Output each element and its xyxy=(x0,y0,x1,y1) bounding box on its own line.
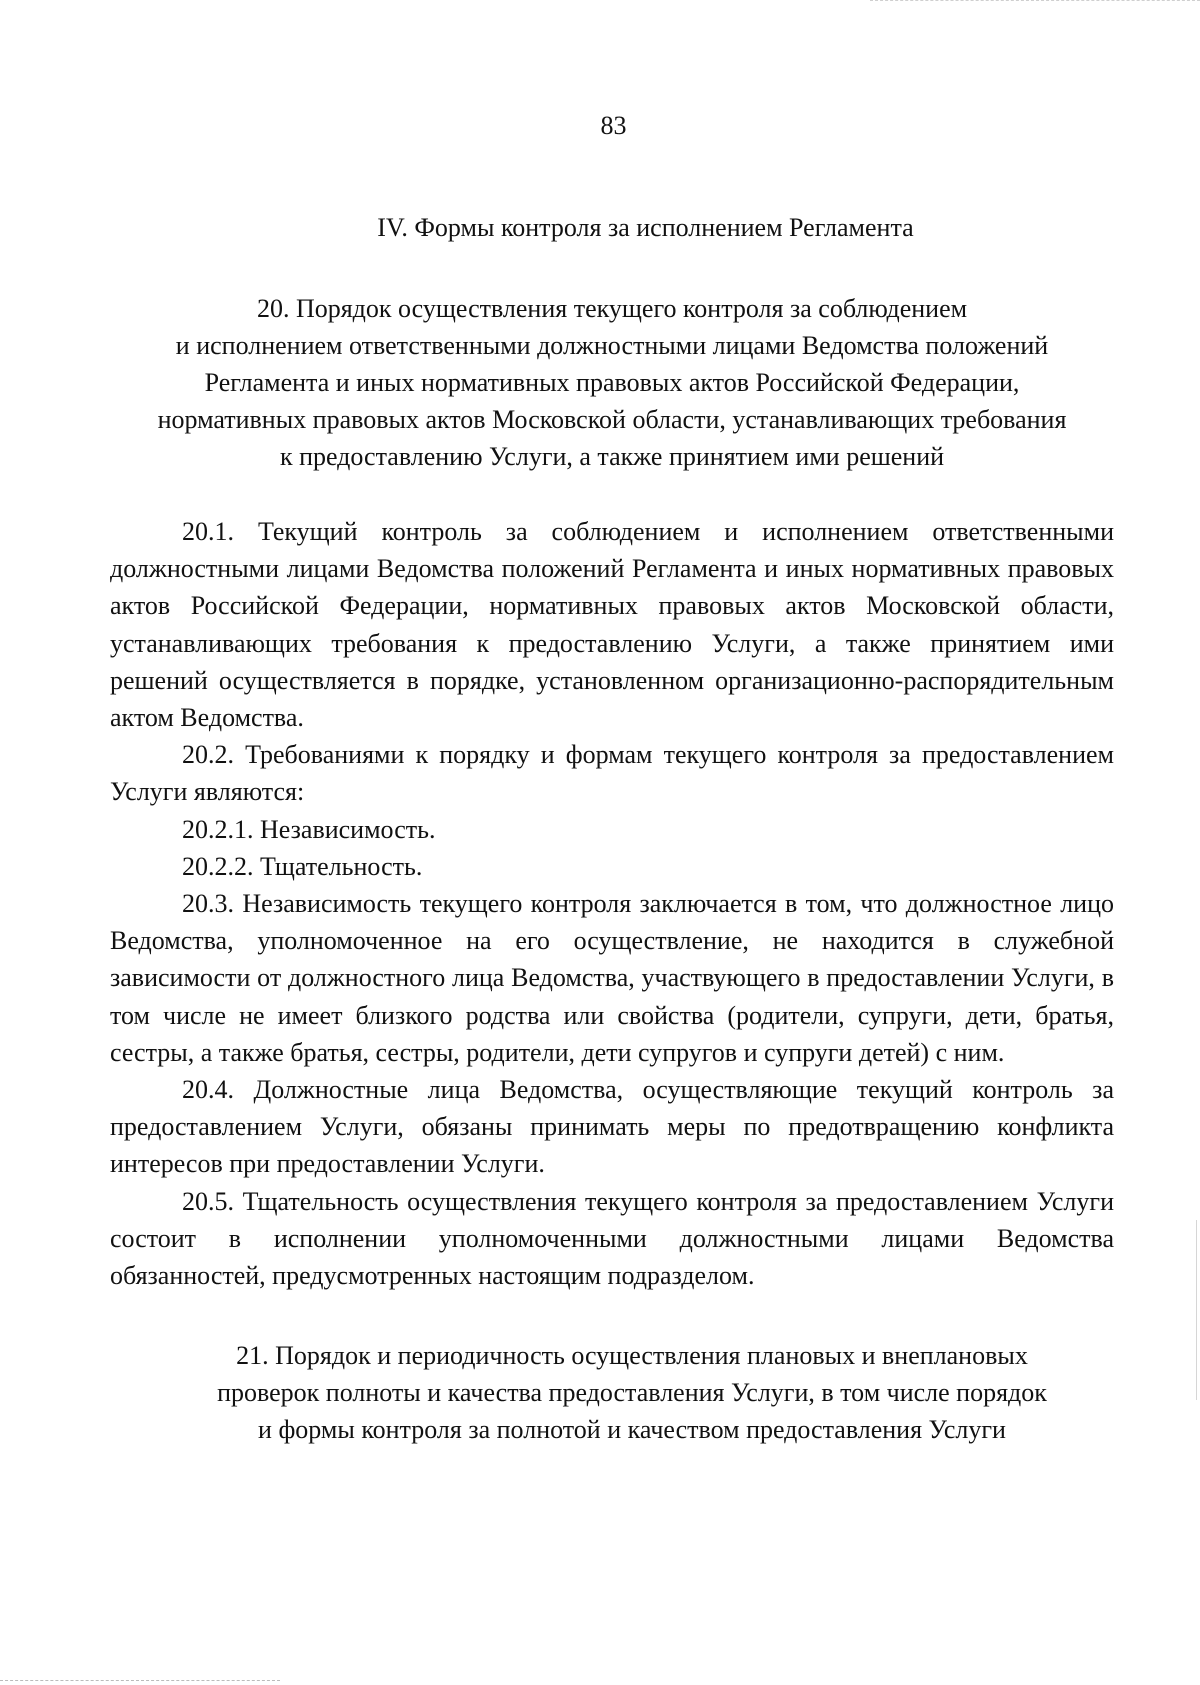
heading-line: и формы контроля за полнотой и качеством предоставления Услуги xyxy=(258,1415,1006,1444)
paragraph-20-3: 20.3. Независимость текущего контроля заключается в том, что должностное лицо Ведомства, уполномоченное на его осуществление, не находится в служебной зависимости от должностного лица Ведомства, участвующего в предоставлении Услуги, в том числе не имеет близкого родства или свойства (родители, супруги, дети, братья, сестры, а также братья, сестры, родители, дети супругов и супруги детей) с ним. xyxy=(110,889,1114,1067)
page-number: 83 xyxy=(600,111,627,140)
subsection-heading-20 xyxy=(110,290,1114,475)
heading-line: Регламента и иных нормативных правовых актов Российской Федерации, xyxy=(204,368,1020,397)
heading-line: и исполнением ответственными должностными лицами Ведомства положений xyxy=(175,331,1049,360)
body-text xyxy=(110,513,1114,1294)
paragraph-20-2-2: 20.2.2. Тщательность. xyxy=(182,851,423,881)
scan-edge-mark xyxy=(870,0,1200,2)
heading-line: к предоставлению Услуги, а также принятием ими решений xyxy=(279,442,945,471)
section-title: IV. Формы контроля за исполнением Регламента xyxy=(377,213,914,242)
paragraph-20-1: 20.1. Текущий контроль за соблюдением и исполнением ответственными должностными лицами Ведомства положений Регламента и иных нормативных правовых актов Российской Федерации, нормативных правовых актов Московской области, устанавливающих требования к предоставлению Услуги, а также принятием ими решений осуществляется в порядке, установленном организационно-распорядительным актом Ведомства. xyxy=(110,517,1114,733)
heading-line: нормативных правовых актов Московской области, устанавливающих требования xyxy=(157,405,1067,434)
heading-line: 21. Порядок и периодичность осуществления плановых и внеплановых xyxy=(236,1341,1028,1370)
heading-line: проверок полноты и качества предоставления Услуги, в том числе порядок xyxy=(217,1378,1047,1407)
scan-edge-mark xyxy=(1196,1220,1197,1400)
subsection-heading-21 xyxy=(130,1337,1134,1448)
heading-line: 20. Порядок осуществления текущего контроля за соблюдением xyxy=(256,294,968,323)
paragraph-20-5: 20.5. Тщательность осуществления текущего контроля за предоставлением Услуги состоит в исполнении уполномоченными должностными лицами Ведомства обязанностей, предусмотренных настоящим подразделом. xyxy=(110,1186,1114,1291)
paragraph-20-2-1: 20.2.1. Независимость. xyxy=(182,814,436,844)
paragraph-20-2: 20.2. Требованиями к порядку и формам текущего контроля за предоставлением Услуги являются: xyxy=(110,740,1114,807)
paragraph-20-4: 20.4. Должностные лица Ведомства, осуществляющие текущий контроль за предоставлением Услуги, обязаны принимать меры по предотвращению конфликта интересов при предоставлении Услуги. xyxy=(110,1075,1114,1179)
scan-edge-mark xyxy=(0,1680,280,1682)
